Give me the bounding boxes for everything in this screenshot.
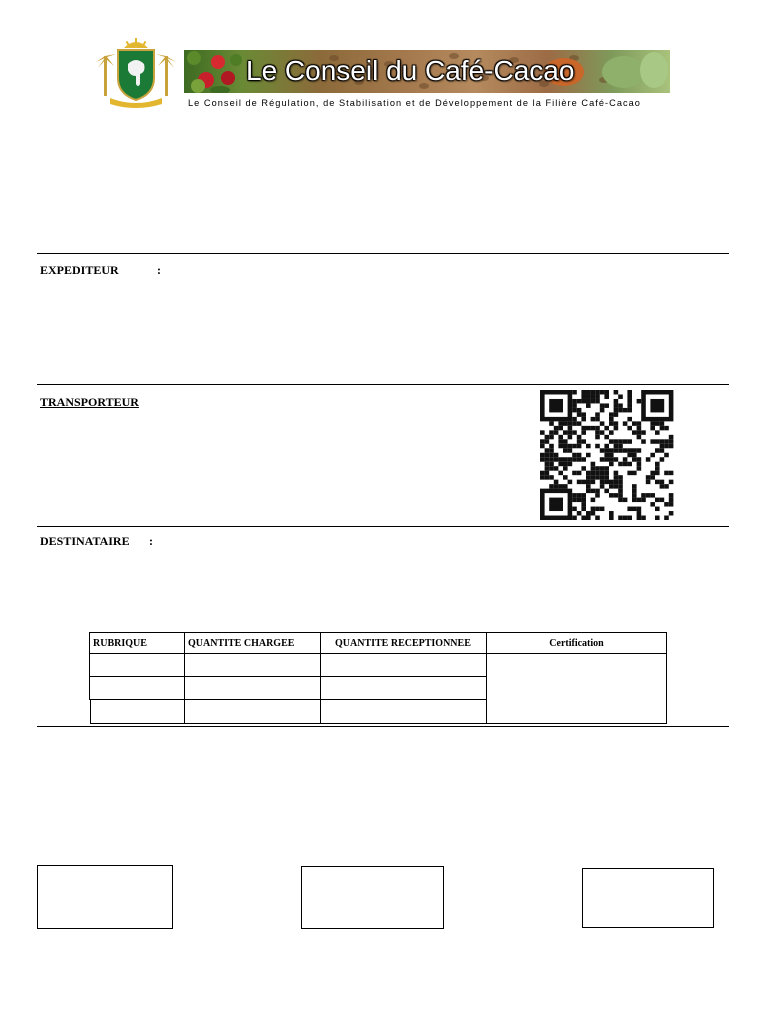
table-header-certification: Certification — [486, 632, 667, 654]
table-row-1-quantite-chargee — [184, 653, 323, 677]
table-row-1-rubrique — [89, 653, 185, 677]
table-row-3-quantite-receptionnee — [320, 699, 487, 724]
divider-bottom — [37, 726, 729, 727]
expediteur-label: EXPEDITEUR — [40, 263, 119, 277]
signature-box-center — [301, 866, 444, 929]
divider-expediteur — [37, 384, 729, 385]
table-header-rubrique: RUBRIQUE — [89, 632, 185, 654]
table-row-2-quantite-chargee — [184, 676, 323, 700]
table-header-quantite-receptionnee: QUANTITE RECEPTIONNEE — [320, 632, 487, 654]
coat-of-arms-icon — [96, 38, 176, 110]
table-row-3-rubrique — [90, 699, 185, 724]
table-header-quantite-chargee: QUANTITE CHARGEE — [184, 632, 323, 654]
table-row-2-rubrique — [89, 676, 185, 700]
table-row-1-quantite-receptionnee — [320, 653, 487, 677]
divider-top — [37, 253, 729, 254]
table-certification-cell — [486, 653, 667, 724]
table-row-2-quantite-receptionnee — [320, 676, 487, 700]
banner-subtitle: Le Conseil de Régulation, de Stabilisation et de Développement de la Filière Café-Cacao — [188, 98, 641, 108]
destinataire-label: DESTINATAIRE — [40, 534, 130, 548]
transporteur-label: TRANSPORTEUR — [40, 395, 139, 409]
table-row-3-quantite-chargee — [184, 699, 323, 724]
qr-code-graphic — [530, 388, 712, 522]
banner-title: Le Conseil du Café-Cacao — [246, 55, 575, 86]
divider-transporteur — [37, 526, 729, 527]
quantity-table — [89, 632, 667, 724]
signature-box-left — [37, 865, 173, 929]
signature-box-right — [582, 868, 714, 928]
destinataire-colon: : — [149, 534, 153, 548]
banner — [184, 50, 670, 93]
expediteur-colon: : — [157, 263, 161, 277]
qr-code-icon — [530, 388, 712, 522]
